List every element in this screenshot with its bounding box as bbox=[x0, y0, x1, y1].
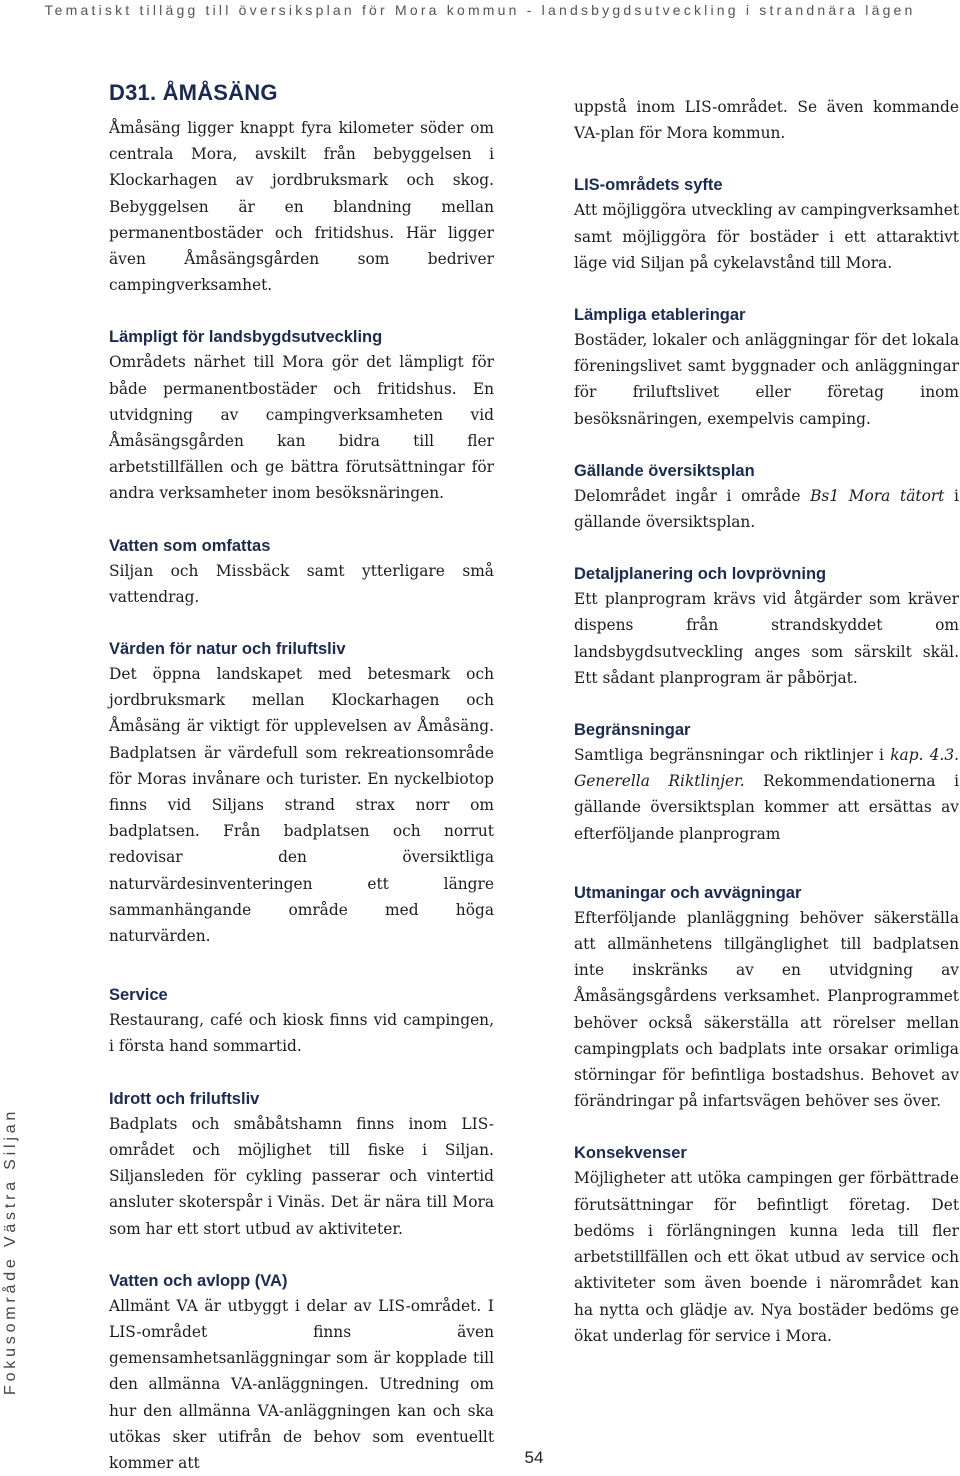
heading-waters: Vatten som omfattas bbox=[109, 536, 271, 555]
text-continuation: uppstå inom LIS-området. Se även kommande VA-plan för Mora kommun. bbox=[574, 98, 959, 143]
heading-purpose: LIS-områdets syfte bbox=[574, 176, 723, 195]
text-comprehensive-plan: Delområdet ingår i område Bs1 Mora tätort i gällande översiktsplan. bbox=[574, 486, 959, 532]
heading-service: Service bbox=[109, 986, 168, 1005]
heading-consequences: Konsekvenser bbox=[574, 1144, 687, 1163]
text-sports: Badplats och småbåtshamn finns inom LIS-området och möjlighet till fiske i Siljan. Siljansleden för cykling passerar och vintertid ansluter skoterspår i Vinäs. Det är nära till Mora som har ett stort utbud av aktiviteter. bbox=[109, 1114, 494, 1238]
text-purpose: Att möjliggöra utveckling av campingverksamhet samt möjliggöra för bostäder i ett attaraktivt läge vid Siljan på cykelavstånd till Mora. bbox=[574, 201, 959, 272]
text-water-sewage: Allmänt VA är utbyggt i delar av LIS-området. I LIS-området finns även gemensamhetsanläggningar som är kopplade till den allmänna VA-anläggningen. Utredning om hur den allmänna VA-anläggningen kan och ska utökas sker utifrån de behov som eventuellt kommer att bbox=[109, 1296, 494, 1472]
text-limitations: Samtliga begränsningar och riktlinjer i kap. 4.3. Generella Riktlinjer. Rekommendationerna i gällande översiktsplan kommer att ersättas av efterföljande planprogram bbox=[574, 746, 960, 843]
heading-establishments: Lämpliga etableringar bbox=[574, 306, 746, 325]
running-header-text: Tematiskt tillägg till översiksplan för Mora kommun - landsbygdsutveckling i strandnära lägen bbox=[44, 2, 916, 18]
text-challenges: Efterföljande planläggning behöver säkerställa att allmänhetens tillgänglighet till badplatsen inte inskränks av en utvidgning av Åmåsängsgårdens verksamhet. Planprogrammet behöver också säkerställa att rörelser mellan campingplats och badplats inte orsakar orimliga störningar för befintliga bostadshus. Behovet av förändringar på infartsvägen behöver ses över. bbox=[574, 908, 959, 1111]
text-nature-values: Det öppna landskapet med betesmark och jordbruksmark mellan Klockarhagen och Åmåsäng är viktigt för upplevelsen av Åmåsäng. Badplatsen är värdefull som rekreationsområde för Moras invånare och turister. En nyckelbiotop finns vid Siljans strand strax norr om badplatsen. Från badplatsen och norrut redovisar den översiktliga naturvärdesinventeringen ett längre sammanhängande område med höga naturvärden. bbox=[109, 665, 494, 946]
page-number: 54 bbox=[524, 1448, 544, 1467]
page-title: D31. ÅMÅSÄNG bbox=[109, 80, 278, 105]
heading-nature-values: Värden för natur och friluftsliv bbox=[109, 640, 346, 659]
right-column bbox=[574, 94, 959, 1349]
heading-sports: Idrott och friluftsliv bbox=[109, 1089, 260, 1108]
left-column bbox=[109, 80, 494, 1476]
heading-detail-planning: Detaljplanering och lovprövning bbox=[574, 565, 827, 584]
text-service: Restaurang, café och kiosk finns vid campingen, i första hand sommartid. bbox=[109, 1011, 494, 1056]
heading-limitations: Begränsningar bbox=[574, 721, 691, 740]
heading-challenges: Utmaningar och avvägningar bbox=[574, 883, 802, 902]
text-detail-planning: Ett planprogram krävs vid åtgärder som kräver dispens från strandskyddet om landsbygdsutveckling anges som särskilt skäl. Ett sådant planprogram är påbörjat. bbox=[574, 590, 959, 687]
text-consequences: Möjligheter att utöka campingen ger förbättrade förutsättningar för befintligt företag. Det bedöms i förlängningen kunna leda till fler arbetstillfällen och ett ökat utbud av service och aktiviteter som även boende i närområdet kan ha nytta och glädje av. Nya bostäder bedöms ge ökat underlag för service i Mora. bbox=[574, 1169, 959, 1345]
heading-water-sewage: Vatten och avlopp (VA) bbox=[109, 1271, 288, 1290]
side-label: Fokusområde Västra Siljan bbox=[2, 1107, 19, 1395]
intro-paragraph: Åmåsäng ligger knappt fyra kilometer söder om centrala Mora, avskilt från bebyggelsen i Klockarhagen av jordbruksmark och skog. Bebyggelsen är en blandning mellan permanentbostäder och fritidshus. Här ligger även Åmåsängsgården som bedriver campingverksamhet. bbox=[109, 119, 494, 295]
heading-suitability: Lämpligt för landsbygdsutveckling bbox=[109, 328, 383, 347]
text-suitability: Områdets närhet till Mora gör det lämpligt för både permanentbostäder och fritidshus. En utvidgning av campingverksamheten vid Åmåsängsgården kan bidra till fler arbetstillfällen och ge bättra förutsättningar för andra verksamheter inom besöksnäringen. bbox=[109, 353, 494, 503]
text-establishments: Bostäder, lokaler och anläggningar för det lokala föreningslivet samt byggnader och anläggningar för friluftslivet eller företag inom besöksnäringen, exempelvis camping. bbox=[574, 331, 959, 428]
text-waters: Siljan och Missbäck samt ytterligare små vattendrag. bbox=[109, 561, 494, 606]
heading-comprehensive-plan: Gällande översiktsplan bbox=[574, 461, 755, 480]
running-header bbox=[0, 0, 960, 20]
